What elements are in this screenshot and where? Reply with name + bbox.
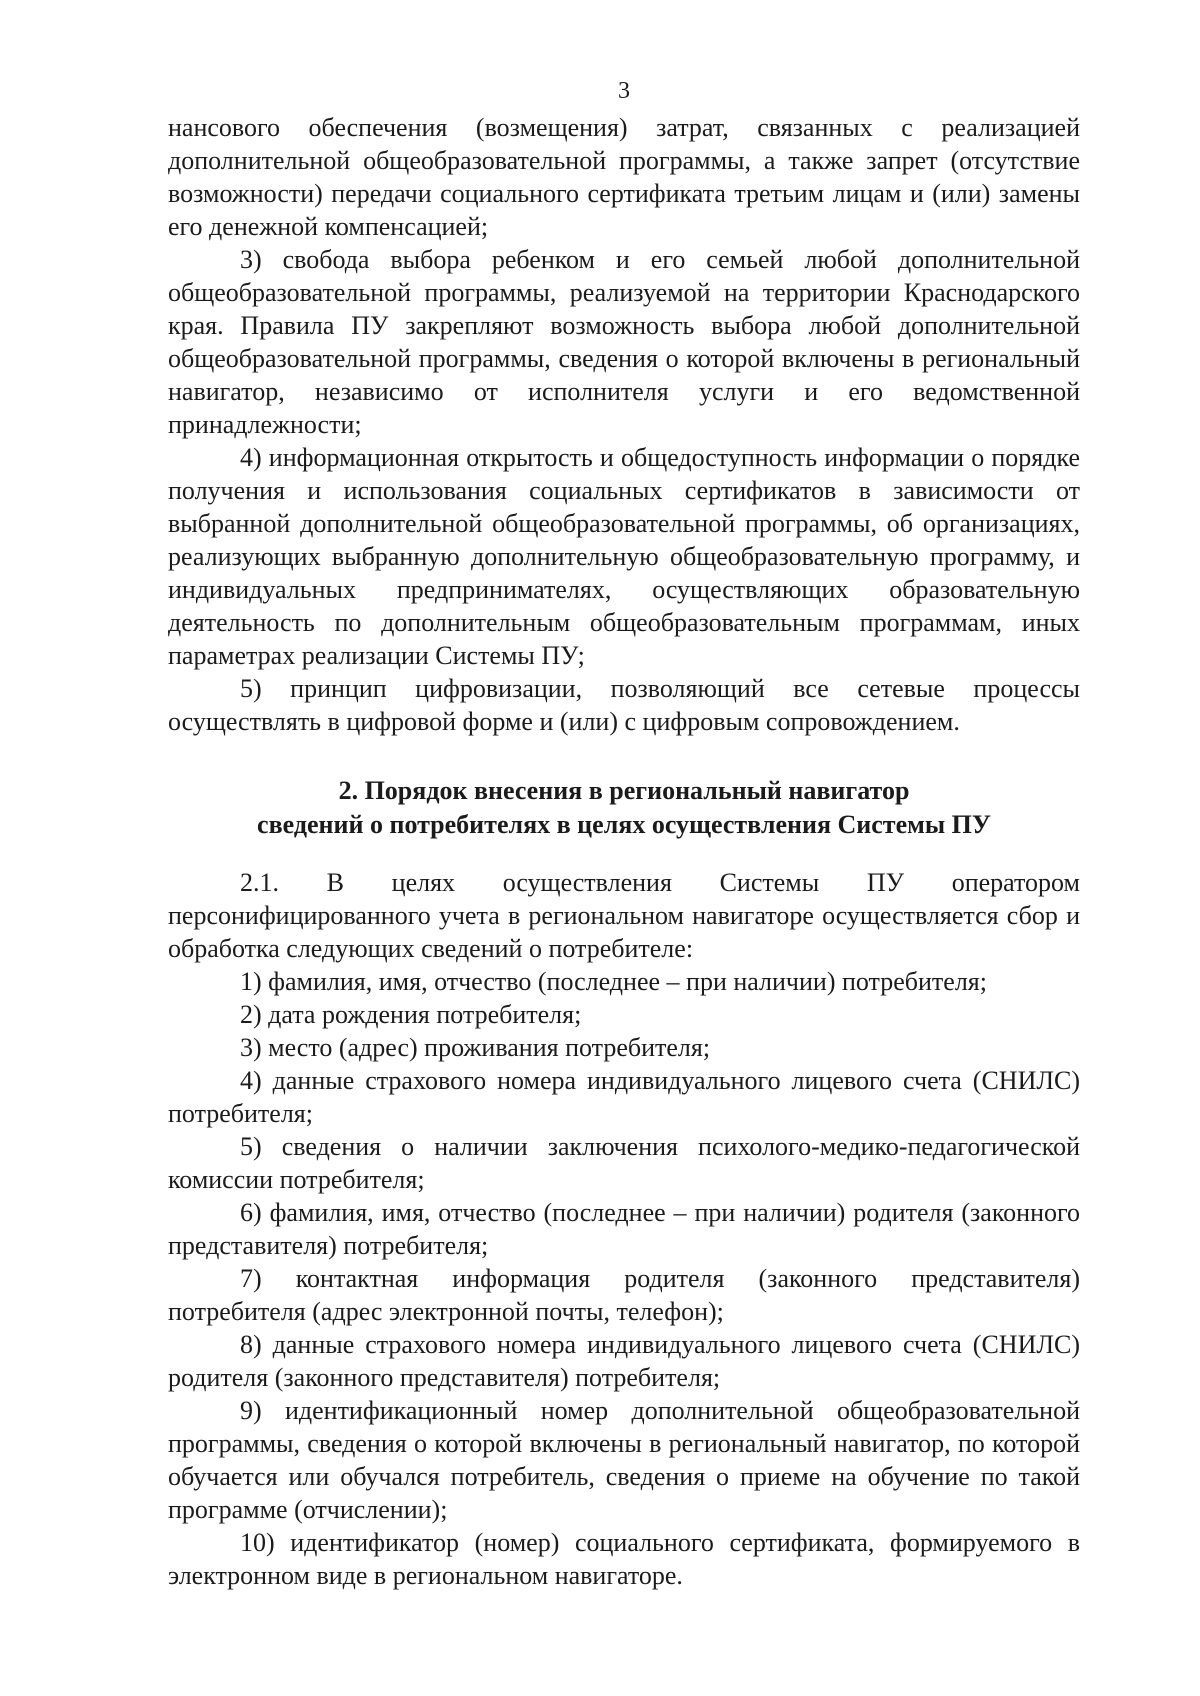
list-item: 7) контактная информация родителя (законного представителя) потребителя (адрес электронной почты, телефон);: [168, 1264, 1080, 1326]
list-item: 2) дата рождения потребителя;: [240, 1000, 582, 1029]
paragraph-continuation: нансового обеспечения (возмещения) затрат, связанных с реализацией дополнительной общеобразовательной программы, а также запрет (отсутствие возможности) передачи социального сертификата третьим лицам и (или) замены его денежной компенсацией;: [168, 113, 1080, 241]
section-body: [168, 866, 1080, 1592]
section-title-line-1: 2. Порядок внесения в региональный навигатор: [338, 776, 910, 805]
top-text: [168, 111, 1080, 738]
paragraph-item-5: 5) принцип цифровизации, позволяющий все сетевые процессы осуществлять в цифровой форме и (или) с цифровым сопровождением.: [168, 674, 1080, 736]
list-item: 3) место (адрес) проживания потребителя;: [240, 1033, 711, 1062]
page-number: 3: [618, 78, 630, 104]
paragraph-item-4: 4) информационная открытость и общедоступность информации о порядке получения и использования социальных сертификатов в зависимости от выбранной дополнительной общеобразовательной программы, об организациях, реализующих выбранную дополнительную общеобразовательную программу, и индивидуальных предпринимателях, осуществляющих образовательную деятельность по дополнительным общеобразовательным программам, иных параметрах реализации Системы ПУ;: [168, 443, 1080, 670]
section-2: [168, 774, 1080, 1592]
list-item: 4) данные страхового номера индивидуального лицевого счета (СНИЛС) потребителя;: [168, 1066, 1080, 1128]
list-item: 9) идентификационный номер дополнительной общеобразовательной программы, сведения о которой включены в региональный навигатор, по которой обучается или обучался потребитель, сведения о приеме на обучение по такой программе (отчислении);: [168, 1396, 1080, 1524]
paragraph-item-3: 3) свобода выбора ребенком и его семьей любой дополнительной общеобразовательной программы, реализуемой на территории Краснодарского края. Правила ПУ закрепляют возможность выбора любой дополнительной общеобразовательной программы, сведения о которой включены в региональный навигатор, независимо от исполнителя услуги и его ведомственной принадлежности;: [168, 245, 1080, 439]
list-item: 5) сведения о наличии заключения психолого-медико-педагогической комиссии потребителя;: [168, 1132, 1080, 1194]
section-intro: 2.1. В целях осуществления Системы ПУ оператором персонифицированного учета в региональном навигаторе осуществляется сбор и обработка следующих сведений о потребителе:: [168, 868, 1080, 963]
section-title-line-2: сведений о потребителях в целях осуществления Системы ПУ: [257, 810, 991, 839]
list-item: 6) фамилия, имя, отчество (последнее – при наличии) родителя (законного представителя) потребителя;: [168, 1198, 1080, 1260]
list-item: 1) фамилия, имя, отчество (последнее – при наличии) потребителя;: [240, 967, 987, 996]
list-item: 8) данные страхового номера индивидуального лицевого счета (СНИЛС) родителя (законного представителя) потребителя;: [168, 1330, 1080, 1392]
list-item: 10) идентификатор (номер) социального сертификата, формируемого в электронном виде в региональном навигаторе.: [168, 1528, 1080, 1590]
section-title: [168, 774, 1080, 842]
